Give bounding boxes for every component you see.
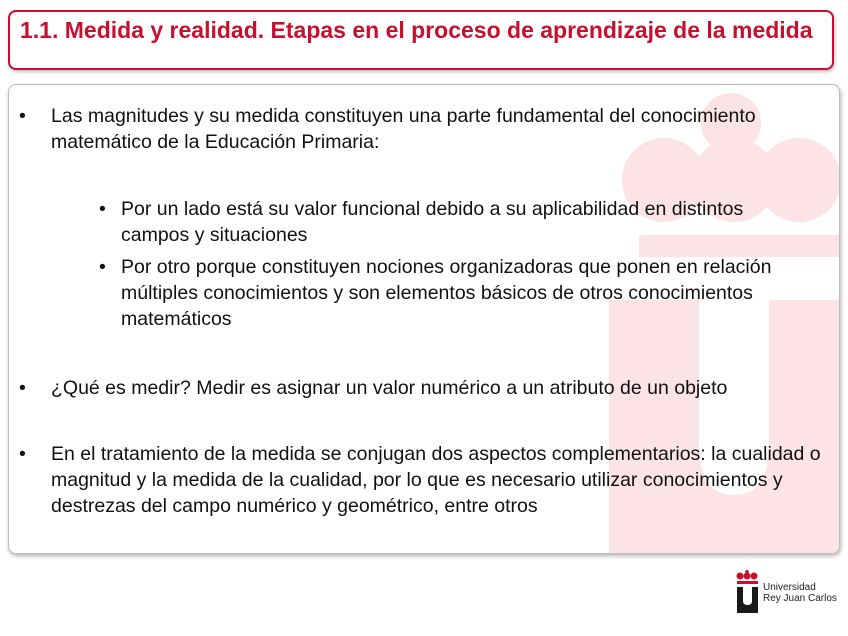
slide-title: 1.1. Medida y realidad. Etapas en el proceso de aprendizaje de la medida: [20, 17, 813, 43]
list-item: [99, 196, 799, 248]
university-logo: [735, 570, 843, 630]
bullet-text: En el tratamiento de la medida se conjugan dos aspectos complementarios: la cualidad o magnitud y la medida de la cualidad, por lo que es necesario utilizar conocimientos y destrezas del campo numérico y geométrico, entre otros: [51, 443, 821, 517]
bullet-marker: •: [99, 198, 106, 220]
bullet-marker: •: [19, 105, 26, 127]
bullet-marker: •: [19, 443, 26, 465]
bullet-text: Las magnitudes y su medida constituyen una parte fundamental del conocimiento matemático de la Educación Primaria:: [51, 105, 756, 153]
logo-line1: Universidad: [763, 582, 816, 593]
list-item: [19, 375, 834, 401]
slide-title-box: [8, 10, 834, 70]
urjc-logo-icon: [735, 570, 761, 614]
list-item: [19, 103, 834, 155]
list-item: [19, 441, 834, 519]
logo-line2: Rey Juan Carlos: [763, 593, 837, 604]
content-box: [8, 84, 840, 554]
bullet-text: Por otro porque constituyen nociones organizadoras que ponen en relación múltiples conocimientos y son elementos básicos de otros conocimientos matemáticos: [121, 256, 772, 330]
bullet-marker: •: [99, 256, 106, 278]
bullet-list: [9, 85, 840, 554]
bullet-marker: •: [19, 377, 26, 399]
list-item: [99, 254, 799, 332]
bullet-text: ¿Qué es medir? Medir es asignar un valor numérico a un atributo de un objeto: [51, 377, 728, 399]
bullet-text: Por un lado está su valor funcional debido a su aplicabilidad en distintos campos y situaciones: [121, 198, 744, 246]
logo-wordmark: [763, 582, 837, 604]
